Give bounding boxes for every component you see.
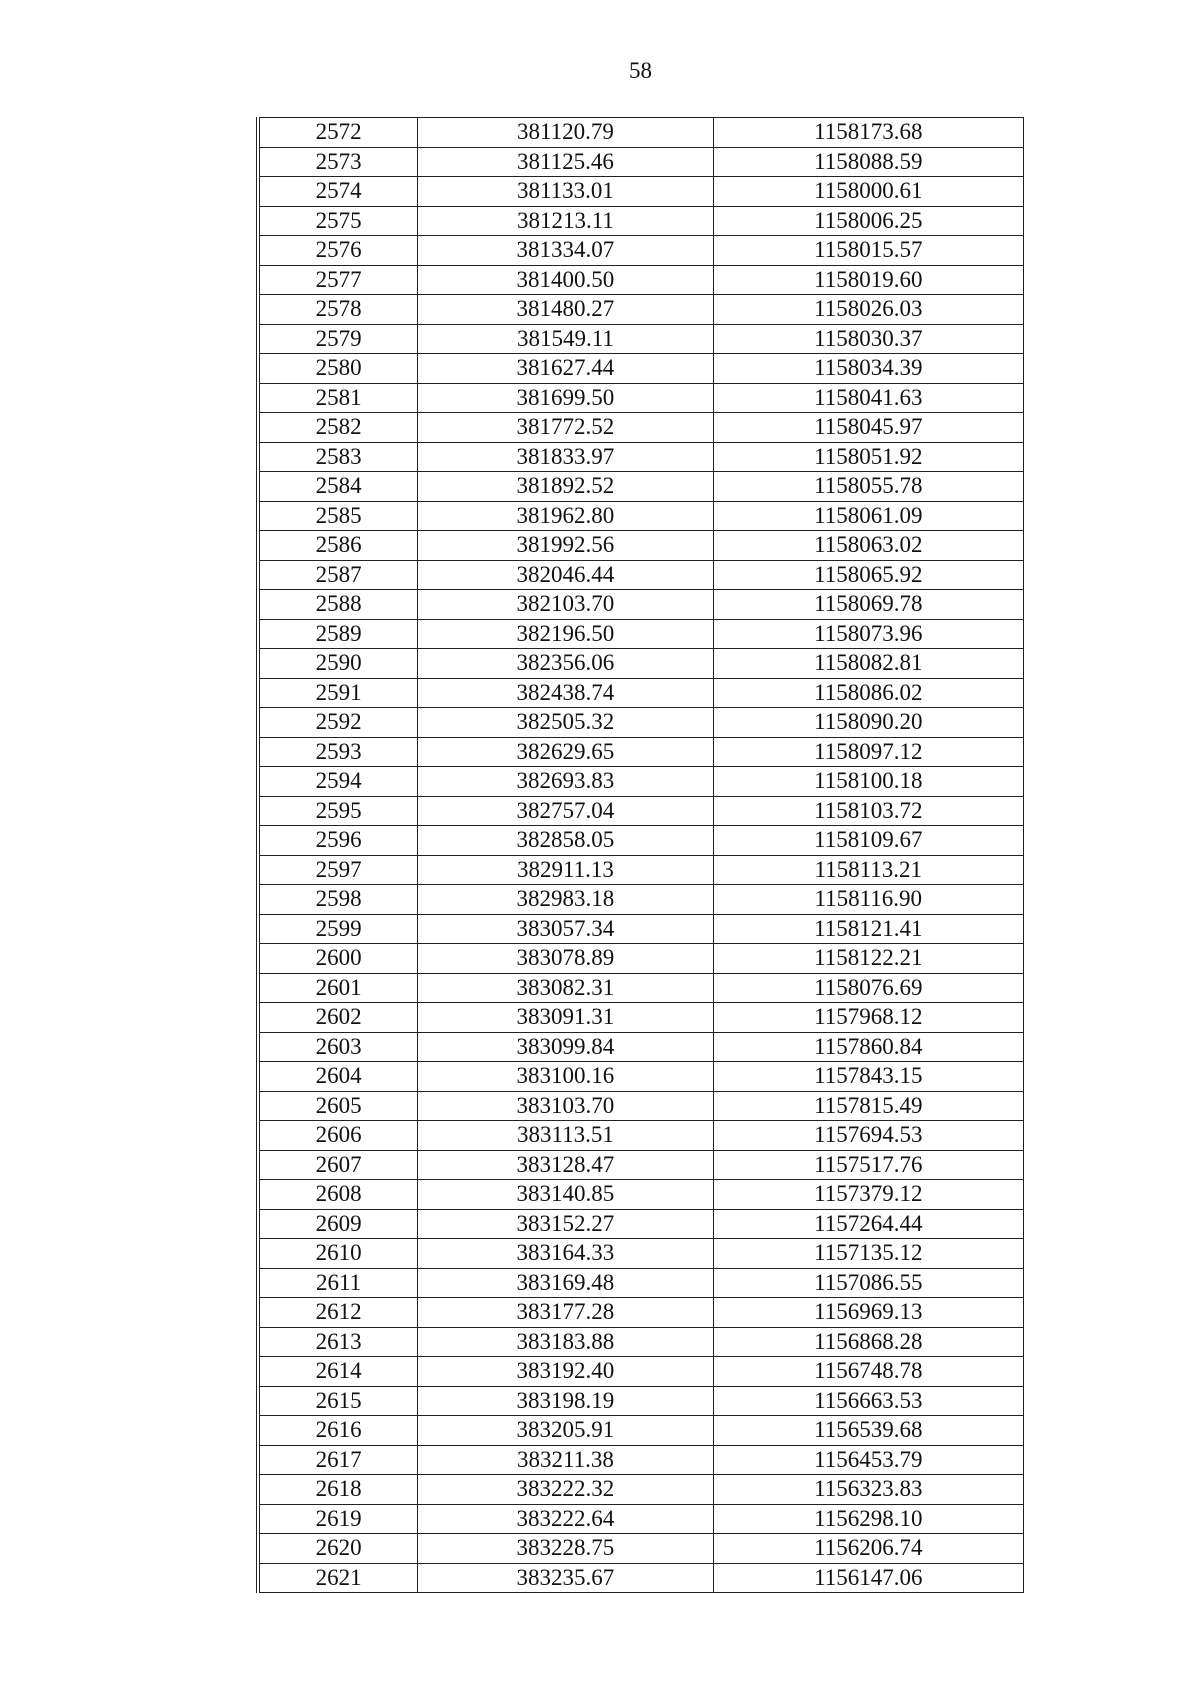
table-row bbox=[258, 619, 1024, 649]
table-row bbox=[258, 1475, 1024, 1505]
x-coordinate-cell: 381133.01 bbox=[418, 177, 713, 207]
y-coordinate-cell: 1158030.37 bbox=[713, 324, 1023, 354]
y-coordinate-cell: 1156453.79 bbox=[713, 1445, 1023, 1475]
table-row bbox=[258, 1091, 1024, 1121]
table-row bbox=[258, 885, 1024, 915]
point-number-cell: 2607 bbox=[258, 1150, 418, 1180]
y-coordinate-cell: 1158103.72 bbox=[713, 796, 1023, 826]
y-coordinate-cell: 1158113.21 bbox=[713, 855, 1023, 885]
y-coordinate-cell: 1156539.68 bbox=[713, 1416, 1023, 1446]
x-coordinate-cell: 383078.89 bbox=[418, 944, 713, 974]
point-number-cell: 2602 bbox=[258, 1003, 418, 1033]
y-coordinate-cell: 1158122.21 bbox=[713, 944, 1023, 974]
y-coordinate-cell: 1156206.74 bbox=[713, 1534, 1023, 1564]
table-row bbox=[258, 855, 1024, 885]
x-coordinate-cell: 381213.11 bbox=[418, 206, 713, 236]
point-number-cell: 2579 bbox=[258, 324, 418, 354]
x-coordinate-cell: 383128.47 bbox=[418, 1150, 713, 1180]
x-coordinate-cell: 383177.28 bbox=[418, 1298, 713, 1328]
table-row bbox=[258, 1003, 1024, 1033]
x-coordinate-cell: 383222.64 bbox=[418, 1504, 713, 1534]
table-row bbox=[258, 472, 1024, 502]
table-row bbox=[258, 590, 1024, 620]
table-row bbox=[258, 295, 1024, 325]
x-coordinate-cell: 383057.34 bbox=[418, 914, 713, 944]
table-row bbox=[258, 944, 1024, 974]
x-coordinate-cell: 382629.65 bbox=[418, 737, 713, 767]
table-row bbox=[258, 826, 1024, 856]
x-coordinate-cell: 382983.18 bbox=[418, 885, 713, 915]
x-coordinate-cell: 382356.06 bbox=[418, 649, 713, 679]
x-coordinate-cell: 383099.84 bbox=[418, 1032, 713, 1062]
table-row bbox=[258, 914, 1024, 944]
y-coordinate-cell: 1158116.90 bbox=[713, 885, 1023, 915]
y-coordinate-cell: 1158015.57 bbox=[713, 236, 1023, 266]
table-row bbox=[258, 1298, 1024, 1328]
x-coordinate-cell: 383152.27 bbox=[418, 1209, 713, 1239]
table-row bbox=[258, 1032, 1024, 1062]
table-row bbox=[258, 767, 1024, 797]
point-number-cell: 2603 bbox=[258, 1032, 418, 1062]
table-row bbox=[258, 442, 1024, 472]
table-row bbox=[258, 265, 1024, 295]
y-coordinate-cell: 1158121.41 bbox=[713, 914, 1023, 944]
x-coordinate-cell: 381125.46 bbox=[418, 147, 713, 177]
point-number-cell: 2616 bbox=[258, 1416, 418, 1446]
x-coordinate-cell: 383205.91 bbox=[418, 1416, 713, 1446]
y-coordinate-cell: 1158026.03 bbox=[713, 295, 1023, 325]
point-number-cell: 2595 bbox=[258, 796, 418, 826]
x-coordinate-cell: 381400.50 bbox=[418, 265, 713, 295]
y-coordinate-cell: 1157860.84 bbox=[713, 1032, 1023, 1062]
y-coordinate-cell: 1158055.78 bbox=[713, 472, 1023, 502]
y-coordinate-cell: 1158097.12 bbox=[713, 737, 1023, 767]
point-number-cell: 2587 bbox=[258, 560, 418, 590]
y-coordinate-cell: 1158086.02 bbox=[713, 678, 1023, 708]
x-coordinate-cell: 381480.27 bbox=[418, 295, 713, 325]
point-number-cell: 2593 bbox=[258, 737, 418, 767]
table-row bbox=[258, 560, 1024, 590]
point-number-cell: 2610 bbox=[258, 1239, 418, 1269]
point-number-cell: 2618 bbox=[258, 1475, 418, 1505]
x-coordinate-cell: 382505.32 bbox=[418, 708, 713, 738]
table-row bbox=[258, 1121, 1024, 1151]
y-coordinate-cell: 1157135.12 bbox=[713, 1239, 1023, 1269]
point-number-cell: 2589 bbox=[258, 619, 418, 649]
table-row bbox=[258, 1386, 1024, 1416]
y-coordinate-cell: 1158061.09 bbox=[713, 501, 1023, 531]
point-number-cell: 2572 bbox=[258, 118, 418, 148]
x-coordinate-cell: 383183.88 bbox=[418, 1327, 713, 1357]
point-number-cell: 2609 bbox=[258, 1209, 418, 1239]
point-number-cell: 2581 bbox=[258, 383, 418, 413]
point-number-cell: 2608 bbox=[258, 1180, 418, 1210]
table-row bbox=[258, 1268, 1024, 1298]
x-coordinate-cell: 383164.33 bbox=[418, 1239, 713, 1269]
y-coordinate-cell: 1158100.18 bbox=[713, 767, 1023, 797]
x-coordinate-cell: 382438.74 bbox=[418, 678, 713, 708]
x-coordinate-cell: 383103.70 bbox=[418, 1091, 713, 1121]
table-row bbox=[258, 1062, 1024, 1092]
table-row bbox=[258, 1180, 1024, 1210]
coordinates-table-body bbox=[258, 118, 1024, 1593]
x-coordinate-cell: 382858.05 bbox=[418, 826, 713, 856]
point-number-cell: 2606 bbox=[258, 1121, 418, 1151]
point-number-cell: 2592 bbox=[258, 708, 418, 738]
y-coordinate-cell: 1157379.12 bbox=[713, 1180, 1023, 1210]
table-row bbox=[258, 324, 1024, 354]
point-number-cell: 2575 bbox=[258, 206, 418, 236]
y-coordinate-cell: 1158006.25 bbox=[713, 206, 1023, 236]
table-row bbox=[258, 501, 1024, 531]
x-coordinate-cell: 382693.83 bbox=[418, 767, 713, 797]
x-coordinate-cell: 383211.38 bbox=[418, 1445, 713, 1475]
y-coordinate-cell: 1157517.76 bbox=[713, 1150, 1023, 1180]
table-row bbox=[258, 383, 1024, 413]
x-coordinate-cell: 381833.97 bbox=[418, 442, 713, 472]
table-row bbox=[258, 118, 1024, 148]
y-coordinate-cell: 1158063.02 bbox=[713, 531, 1023, 561]
point-number-cell: 2573 bbox=[258, 147, 418, 177]
point-number-cell: 2621 bbox=[258, 1563, 418, 1593]
y-coordinate-cell: 1156868.28 bbox=[713, 1327, 1023, 1357]
y-coordinate-cell: 1158065.92 bbox=[713, 560, 1023, 590]
table-row bbox=[258, 973, 1024, 1003]
table-row bbox=[258, 1209, 1024, 1239]
y-coordinate-cell: 1158069.78 bbox=[713, 590, 1023, 620]
table-row bbox=[258, 1239, 1024, 1269]
point-number-cell: 2620 bbox=[258, 1534, 418, 1564]
y-coordinate-cell: 1157815.49 bbox=[713, 1091, 1023, 1121]
x-coordinate-cell: 383082.31 bbox=[418, 973, 713, 1003]
y-coordinate-cell: 1158088.59 bbox=[713, 147, 1023, 177]
y-coordinate-cell: 1156298.10 bbox=[713, 1504, 1023, 1534]
table-row bbox=[258, 1357, 1024, 1387]
y-coordinate-cell: 1158041.63 bbox=[713, 383, 1023, 413]
x-coordinate-cell: 383169.48 bbox=[418, 1268, 713, 1298]
table-row bbox=[258, 531, 1024, 561]
y-coordinate-cell: 1158045.97 bbox=[713, 413, 1023, 443]
point-number-cell: 2619 bbox=[258, 1504, 418, 1534]
y-coordinate-cell: 1156663.53 bbox=[713, 1386, 1023, 1416]
table-row bbox=[258, 1327, 1024, 1357]
point-number-cell: 2580 bbox=[258, 354, 418, 384]
x-coordinate-cell: 383192.40 bbox=[418, 1357, 713, 1387]
table-row bbox=[258, 1534, 1024, 1564]
point-number-cell: 2591 bbox=[258, 678, 418, 708]
point-number-cell: 2615 bbox=[258, 1386, 418, 1416]
point-number-cell: 2577 bbox=[258, 265, 418, 295]
x-coordinate-cell: 381549.11 bbox=[418, 324, 713, 354]
coordinates-table bbox=[256, 117, 1024, 1593]
x-coordinate-cell: 382196.50 bbox=[418, 619, 713, 649]
point-number-cell: 2601 bbox=[258, 973, 418, 1003]
point-number-cell: 2585 bbox=[258, 501, 418, 531]
point-number-cell: 2617 bbox=[258, 1445, 418, 1475]
x-coordinate-cell: 383198.19 bbox=[418, 1386, 713, 1416]
table-row bbox=[258, 796, 1024, 826]
x-coordinate-cell: 383100.16 bbox=[418, 1062, 713, 1092]
x-coordinate-cell: 382046.44 bbox=[418, 560, 713, 590]
x-coordinate-cell: 382103.70 bbox=[418, 590, 713, 620]
point-number-cell: 2574 bbox=[258, 177, 418, 207]
x-coordinate-cell: 383235.67 bbox=[418, 1563, 713, 1593]
y-coordinate-cell: 1158082.81 bbox=[713, 649, 1023, 679]
y-coordinate-cell: 1158019.60 bbox=[713, 265, 1023, 295]
x-coordinate-cell: 381334.07 bbox=[418, 236, 713, 266]
table-row bbox=[258, 649, 1024, 679]
point-number-cell: 2588 bbox=[258, 590, 418, 620]
y-coordinate-cell: 1158051.92 bbox=[713, 442, 1023, 472]
table-row bbox=[258, 177, 1024, 207]
table-row bbox=[258, 1416, 1024, 1446]
point-number-cell: 2584 bbox=[258, 472, 418, 502]
x-coordinate-cell: 381627.44 bbox=[418, 354, 713, 384]
y-coordinate-cell: 1158109.67 bbox=[713, 826, 1023, 856]
page-number: 58 bbox=[629, 58, 652, 83]
point-number-cell: 2613 bbox=[258, 1327, 418, 1357]
point-number-cell: 2604 bbox=[258, 1062, 418, 1092]
table-row bbox=[258, 708, 1024, 738]
x-coordinate-cell: 382911.13 bbox=[418, 855, 713, 885]
point-number-cell: 2590 bbox=[258, 649, 418, 679]
table-row bbox=[258, 1563, 1024, 1593]
y-coordinate-cell: 1156147.06 bbox=[713, 1563, 1023, 1593]
point-number-cell: 2586 bbox=[258, 531, 418, 561]
y-coordinate-cell: 1156969.13 bbox=[713, 1298, 1023, 1328]
y-coordinate-cell: 1156748.78 bbox=[713, 1357, 1023, 1387]
x-coordinate-cell: 382757.04 bbox=[418, 796, 713, 826]
point-number-cell: 2582 bbox=[258, 413, 418, 443]
point-number-cell: 2611 bbox=[258, 1268, 418, 1298]
point-number-cell: 2578 bbox=[258, 295, 418, 325]
x-coordinate-cell: 381962.80 bbox=[418, 501, 713, 531]
y-coordinate-cell: 1157086.55 bbox=[713, 1268, 1023, 1298]
point-number-cell: 2614 bbox=[258, 1357, 418, 1387]
point-number-cell: 2596 bbox=[258, 826, 418, 856]
point-number-cell: 2599 bbox=[258, 914, 418, 944]
x-coordinate-cell: 383091.31 bbox=[418, 1003, 713, 1033]
point-number-cell: 2594 bbox=[258, 767, 418, 797]
point-number-cell: 2597 bbox=[258, 855, 418, 885]
x-coordinate-cell: 381699.50 bbox=[418, 383, 713, 413]
y-coordinate-cell: 1157694.53 bbox=[713, 1121, 1023, 1151]
x-coordinate-cell: 381120.79 bbox=[418, 118, 713, 148]
x-coordinate-cell: 381772.52 bbox=[418, 413, 713, 443]
table-row bbox=[258, 1504, 1024, 1534]
y-coordinate-cell: 1158000.61 bbox=[713, 177, 1023, 207]
y-coordinate-cell: 1158073.96 bbox=[713, 619, 1023, 649]
table-row bbox=[258, 206, 1024, 236]
y-coordinate-cell: 1157264.44 bbox=[713, 1209, 1023, 1239]
table-row bbox=[258, 678, 1024, 708]
x-coordinate-cell: 383222.32 bbox=[418, 1475, 713, 1505]
y-coordinate-cell: 1157843.15 bbox=[713, 1062, 1023, 1092]
point-number-cell: 2598 bbox=[258, 885, 418, 915]
table-row bbox=[258, 1445, 1024, 1475]
y-coordinate-cell: 1157968.12 bbox=[713, 1003, 1023, 1033]
point-number-cell: 2600 bbox=[258, 944, 418, 974]
table-row bbox=[258, 737, 1024, 767]
point-number-cell: 2576 bbox=[258, 236, 418, 266]
x-coordinate-cell: 383140.85 bbox=[418, 1180, 713, 1210]
point-number-cell: 2612 bbox=[258, 1298, 418, 1328]
table-row bbox=[258, 236, 1024, 266]
y-coordinate-cell: 1158034.39 bbox=[713, 354, 1023, 384]
x-coordinate-cell: 383228.75 bbox=[418, 1534, 713, 1564]
y-coordinate-cell: 1158076.69 bbox=[713, 973, 1023, 1003]
x-coordinate-cell: 383113.51 bbox=[418, 1121, 713, 1151]
y-coordinate-cell: 1156323.83 bbox=[713, 1475, 1023, 1505]
point-number-cell: 2605 bbox=[258, 1091, 418, 1121]
table-row bbox=[258, 354, 1024, 384]
y-coordinate-cell: 1158090.20 bbox=[713, 708, 1023, 738]
point-number-cell: 2583 bbox=[258, 442, 418, 472]
x-coordinate-cell: 381992.56 bbox=[418, 531, 713, 561]
table-row bbox=[258, 147, 1024, 177]
y-coordinate-cell: 1158173.68 bbox=[713, 118, 1023, 148]
table-row bbox=[258, 413, 1024, 443]
x-coordinate-cell: 381892.52 bbox=[418, 472, 713, 502]
table-row bbox=[258, 1150, 1024, 1180]
